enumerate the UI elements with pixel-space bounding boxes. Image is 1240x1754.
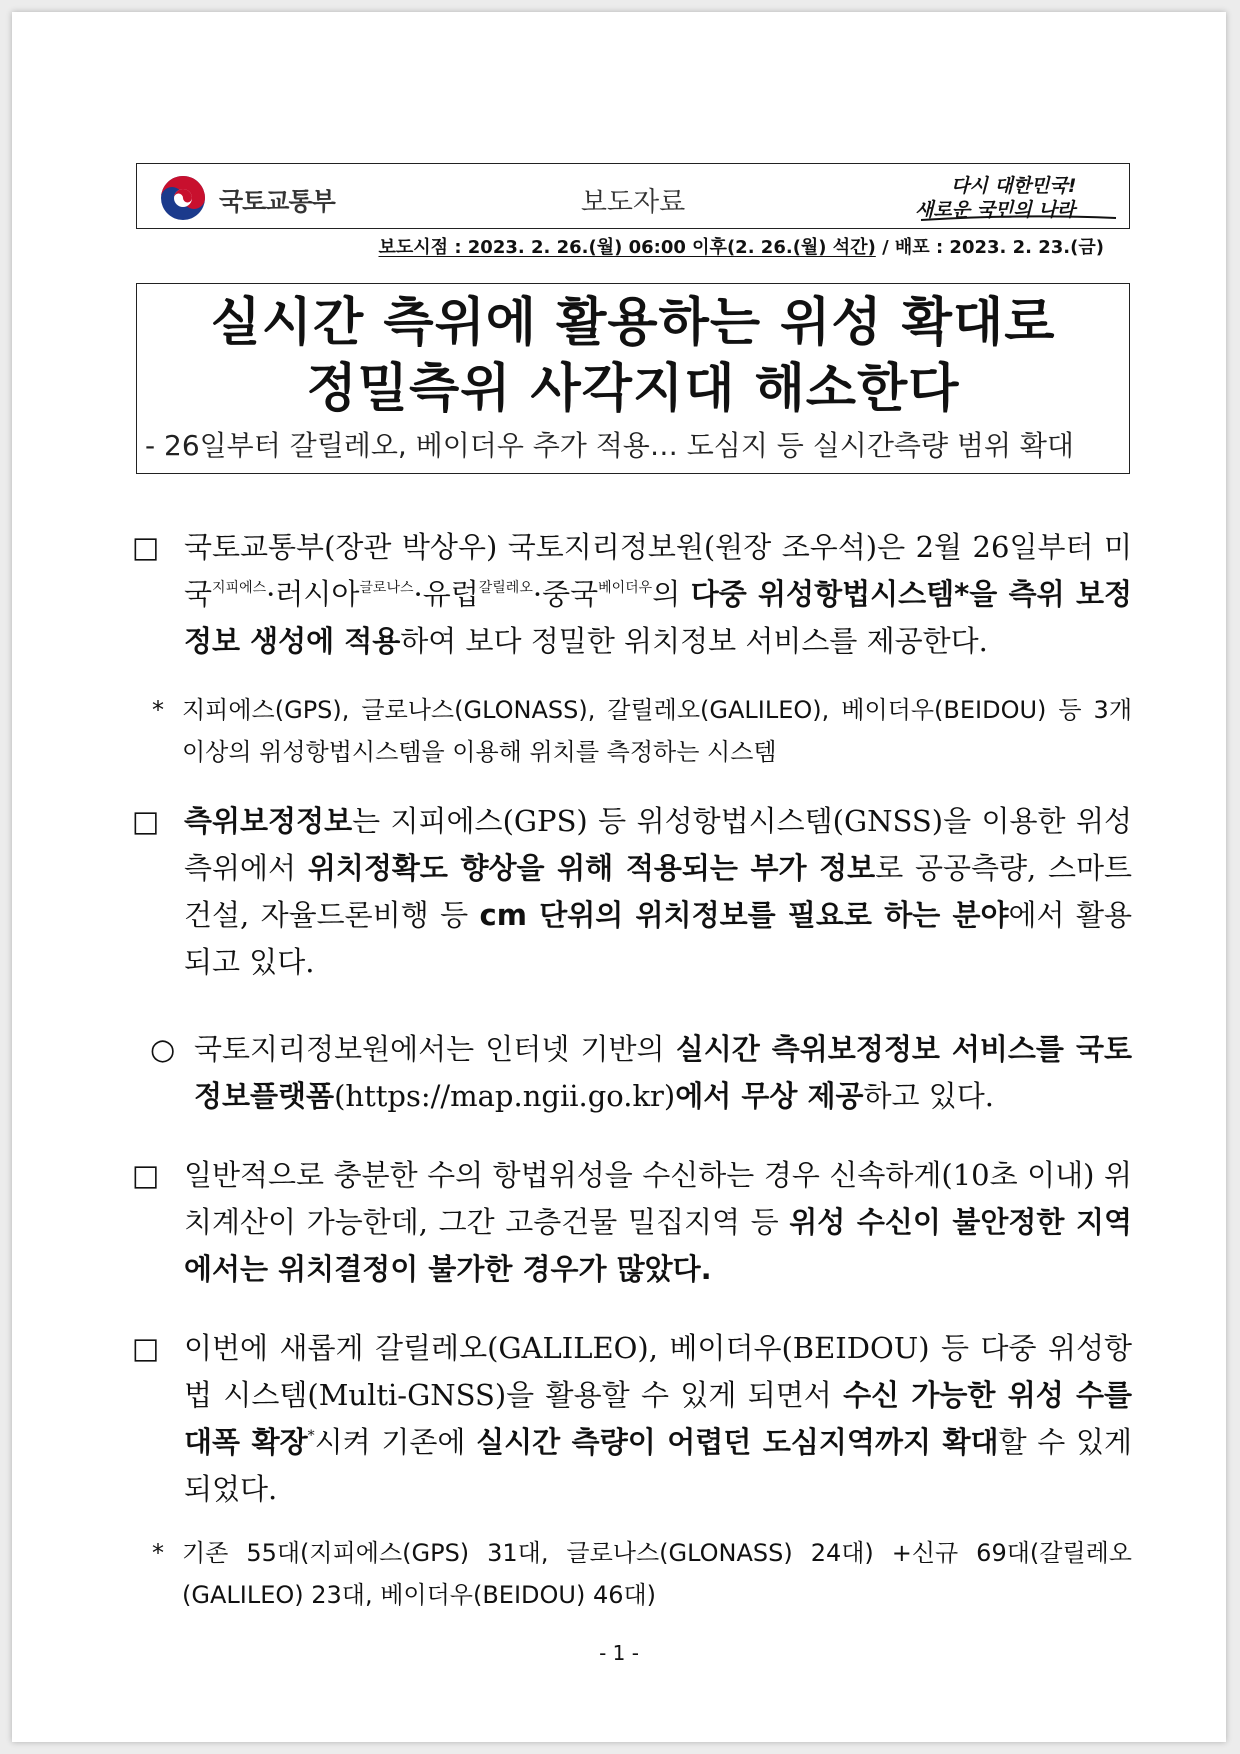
- box-bullet: □: [132, 1158, 160, 1192]
- footnote-text: 기존 55대(지피에스(GPS) 31대, 글로나스(GLONASS) 24대) +신규 69대(갈릴레오(GALILEO) 23대, 베이더우(BEIDOU) 46대): [182, 1539, 1132, 1609]
- headline: [137, 290, 1129, 422]
- paragraph-2: [132, 798, 1132, 986]
- ministry-name: 국토교통부: [219, 187, 335, 216]
- note-marker: *: [152, 1539, 164, 1567]
- paragraph-text: 국토교통부(장관 박상우) 국토지리정보원(원장 조우석)은 2월 26일부터 미국$^{지피에스}$·러시아$^{글로나스}$·유럽$^{갈릴레오}$·중국$^{베이더우}$의 다중 위성항법시스템*을 측위 보정정보 생성에 적용하여 보다 정밀한 위치정보 서비스를 제공한다.: [184, 530, 1133, 658]
- circle-bullet: ○: [150, 1032, 176, 1066]
- slogan-line2: 새로운 국민의 나라: [915, 199, 1076, 221]
- embargo-time: 보도시점 : 2023. 2. 26.(월) 06:00 이후(2. 26.(월) 석간): [378, 237, 876, 258]
- subparagraph-1: [150, 1026, 1132, 1120]
- page-number: - 1 -: [599, 1641, 639, 1665]
- release-separator: /: [875, 237, 895, 258]
- box-bullet: □: [132, 1331, 160, 1365]
- footnote-1: [152, 689, 1132, 773]
- subheadline: - 26일부터 갈릴레오, 베이더우 추가 적용… 도심지 등 실시간측량 범위 확대: [145, 429, 1074, 462]
- headline-line1: 실시간 측위에 활용하는 위성 확대로: [210, 293, 1056, 353]
- headline-line2: 정밀측위 사각지대 해소한다: [306, 359, 960, 419]
- document-page: [12, 12, 1226, 1742]
- footnote-2: [152, 1532, 1132, 1616]
- release-info: [379, 233, 1105, 259]
- distribution-date: 배포 : 2023. 2. 23.(금): [894, 237, 1104, 258]
- note-marker: *: [152, 696, 164, 724]
- slogan-logo: [911, 170, 1121, 224]
- document-type: 보도자료: [580, 187, 686, 218]
- box-bullet: □: [132, 804, 160, 838]
- paragraph-text: 국토지리정보원에서는 인터넷 기반의 실시간 측위보정정보 서비스를 국토정보플랫폼(https://map.ngii.go.kr)에서 무상 제공하고 있다.: [194, 1032, 1132, 1113]
- title-box: [136, 283, 1130, 474]
- paragraph-4: [132, 1325, 1132, 1513]
- paragraph-text: 이번에 새롭게 갈릴레오(GALILEO), 베이더우(BEIDOU) 등 다중 위성항법 시스템(Multi-GNSS)을 활용할 수 있게 되면서 수신 가능한 위성 수를 대폭 확장*시켜 기존에 실시간 측량이 어렵던 도심지역까지 확대할 수 있게 되었다.: [184, 1331, 1133, 1506]
- header-box: [136, 163, 1130, 229]
- footnote-text: 지피에스(GPS), 글로나스(GLONASS), 갈릴레오(GALILEO), 베이더우(BEIDOU) 등 3개 이상의 위성항법시스템을 이용해 위치를 측정하는 시스템: [182, 696, 1132, 766]
- box-bullet: □: [132, 530, 160, 564]
- paragraph-text: 일반적으로 충분한 수의 항법위성을 수신하는 경우 신속하게(10초 이내) 위치계산이 가능한데, 그간 고층건물 밀집지역 등 위성 수신이 불안정한 지역에서는 위치결정이 불가한 경우가 많았다.: [184, 1158, 1132, 1286]
- paragraph-1: [132, 524, 1132, 665]
- paragraph-text: 측위보정정보는 지피에스(GPS) 등 위성항법시스템(GNSS)을 이용한 위성 측위에서 위치정확도 향상을 위해 적용되는 부가 정보로 공공측량, 스마트건설, 자율드론비행 등 cm 단위의 위치정보를 필요로 하는 분야에서 활용되고 있다.: [184, 804, 1133, 979]
- paragraph-3: [132, 1152, 1132, 1293]
- slogan-line1: 다시 대한민국!: [951, 175, 1077, 197]
